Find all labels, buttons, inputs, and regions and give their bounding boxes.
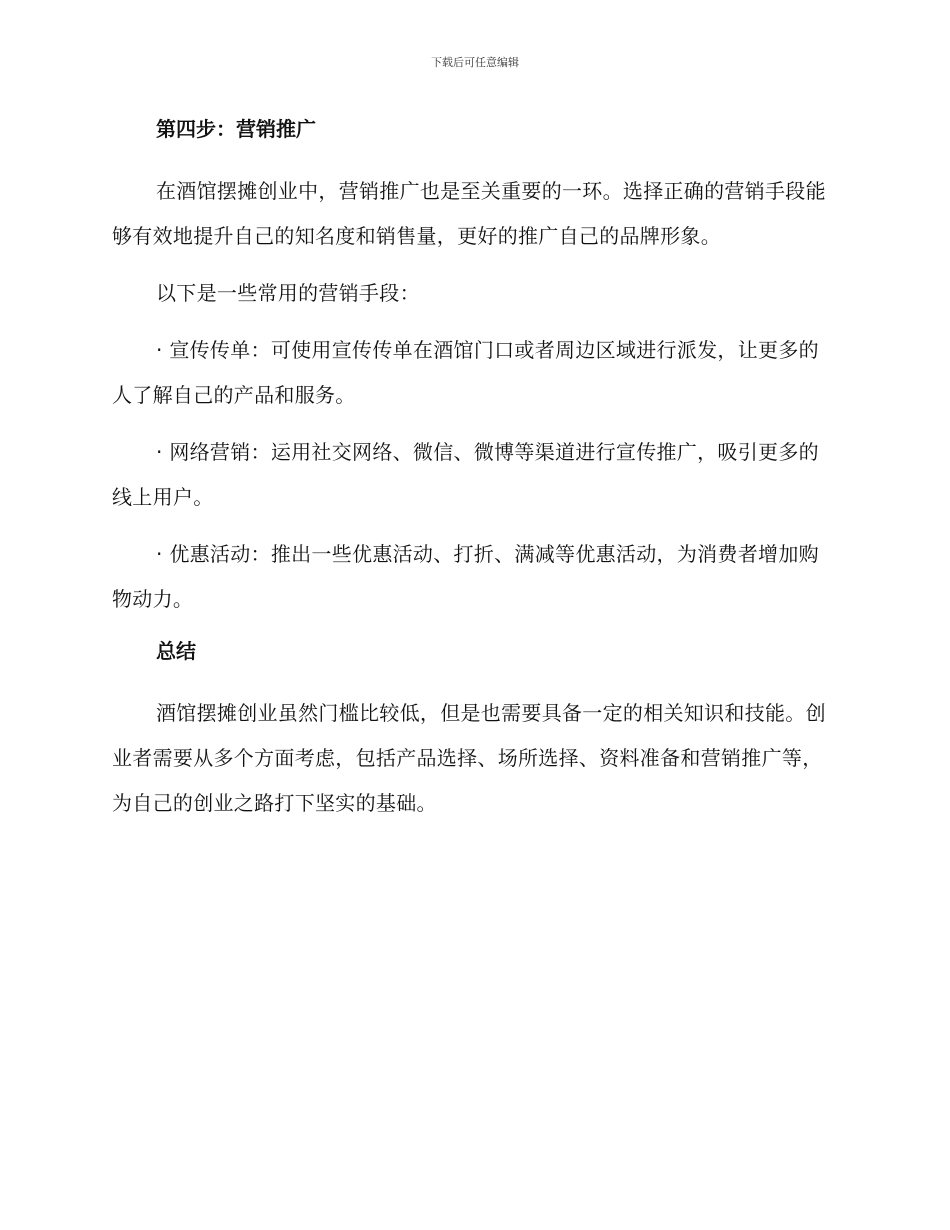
paragraph-marketing-intro: 在酒馆摆摊创业中，营销推广也是至关重要的一环。选择正确的营销手段能够有效地提升自己的知名度和销售量，更好的推广自己的品牌形象。 [112, 179, 826, 248]
header-note: 下载后可任意编辑 [431, 56, 519, 69]
paragraph-summary: 酒馆摆摊创业虽然门槛比较低，但是也需要具备一定的相关知识和技能。创业者需要从多个方面考虑，包括产品选择、场所选择、资料准备和营销推广等，为自己的创业之路打下坚实的基础。 [112, 701, 826, 815]
section-heading-marketing: 第四步：营销推广 [156, 117, 316, 141]
list-item-flyers: · 宣传传单：可使用宣传传单在酒馆门口或者周边区域进行派发，让更多的人了解自己的产品和服务。 [112, 338, 819, 407]
paragraph-list-intro: 以下是一些常用的营销手段： [156, 281, 420, 305]
list-item-promotions: · 优惠活动：推出一些优惠活动、打折、满减等优惠活动，为消费者增加购物动力。 [112, 542, 819, 611]
list-item-online-marketing: · 网络营销：运用社交网络、微信、微博等渠道进行宣传推广，吸引更多的线上用户。 [112, 440, 819, 509]
document-body [112, 112, 832, 838]
section-heading-summary: 总结 [156, 639, 196, 663]
